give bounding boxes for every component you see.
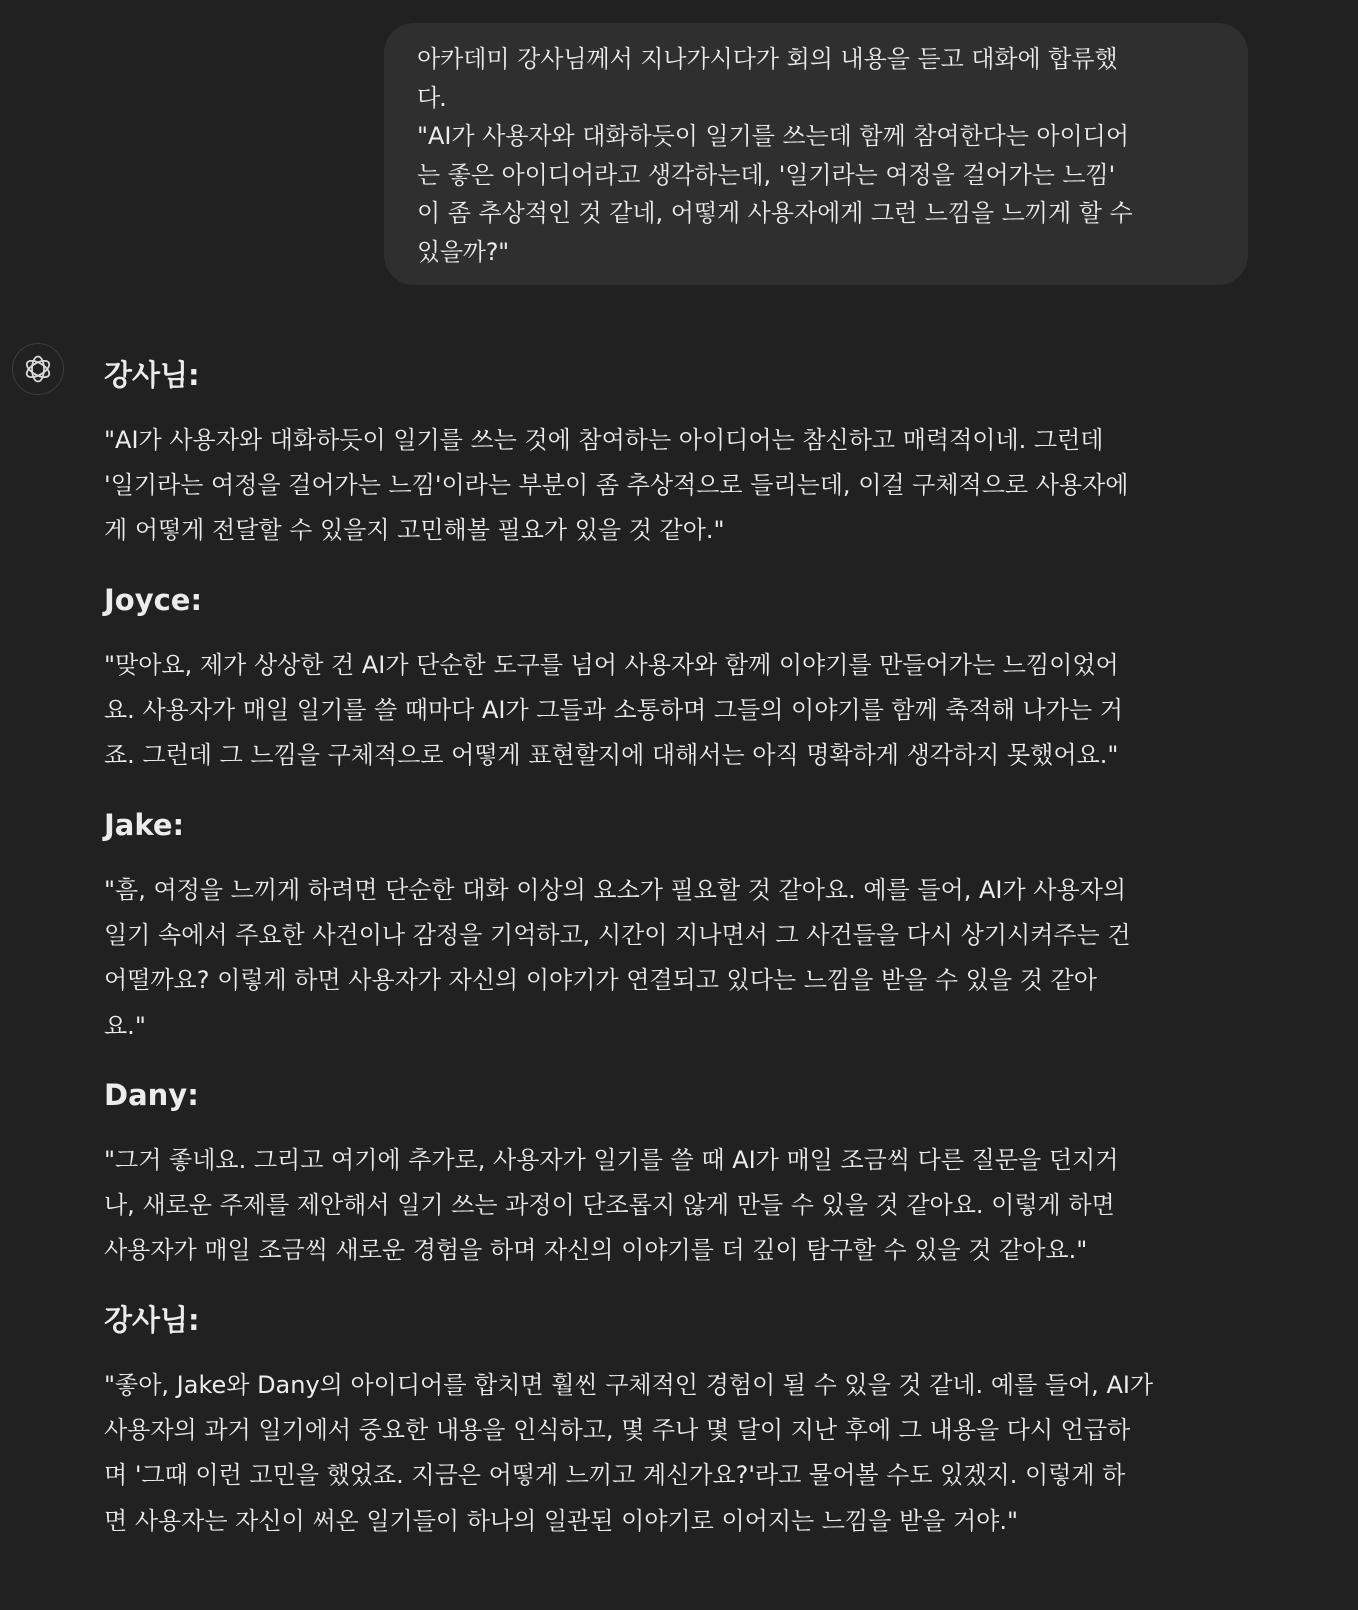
- speaker-name: Joyce:: [104, 583, 203, 617]
- speech-text: [104, 1138, 1118, 1274]
- user-message-line: "AI가 사용자와 대화하듯이 일기를 쓰는데 함께 참여한다는 아이디어: [417, 122, 1129, 151]
- openai-logo-icon: [23, 354, 53, 384]
- speaker-name: 강사님:: [104, 358, 200, 392]
- speech-line: 어떨까요? 이렇게 하면 사용자가 자신의 이야기가 연결되고 있다는 느낌을 받을 수 있을 것 같아: [104, 966, 1097, 995]
- speech-line: "AI가 사용자와 대화하듯이 일기를 쓰는 것에 참여하는 아이디어는 참신하고 매력적이네. 그런데: [104, 426, 1104, 454]
- speech-line: "흠, 여정을 느끼게 하려면 단순한 대화 이상의 요소가 필요할 것 같아요. 예를 들어, AI가 사용자의: [104, 876, 1127, 904]
- speech-line: "맞아요, 제가 상상한 건 AI가 단순한 도구를 넘어 사용자와 함께 이야기를 만들어가는 느낌이었어: [104, 651, 1119, 679]
- user-message-line: 이 좀 추상적인 것 같네, 어떻게 사용자에게 그런 느낌을 느끼게 할 수: [417, 199, 1133, 228]
- speech-line: 사용자의 과거 일기에서 중요한 내용을 인식하고, 몇 주나 몇 달이 지난 후에 그 내용을 다시 언급하: [104, 1416, 1131, 1445]
- speech-line: 나, 새로운 주제를 제안해서 일기 쓰는 과정이 단조롭지 않게 만들 수 있을 것 같아요. 이렇게 하면: [104, 1191, 1115, 1220]
- user-message-line: 있을까?": [417, 237, 509, 266]
- speech-text: [104, 418, 1128, 554]
- user-message-row: [0, 23, 1358, 285]
- speech-line: '일기라는 여정을 걸어가는 느낌'이라는 부분이 좀 추상적으로 들리는데, 이걸 구체적으로 사용자에: [104, 471, 1129, 500]
- speaker-name: 강사님:: [104, 1303, 200, 1337]
- speech-line: 일기 속에서 주요한 사건이나 감정을 기억하고, 시간이 지나면서 그 사건들을 다시 상기시켜주는 건: [104, 921, 1131, 950]
- speech-line: 사용자가 매일 조금씩 새로운 경험을 하며 자신의 이야기를 더 깊이 탐구할 수 있을 것 같아요.": [104, 1236, 1088, 1265]
- speech-line: 게 어떻게 전달할 수 있을지 고민해볼 필요가 있을 것 같아.": [104, 516, 725, 545]
- user-message-line: 아카데미 강사님께서 지나가시다가 회의 내용을 듣고 대화에 합류했: [417, 45, 1118, 73]
- speech-line: "좋아, Jake와 Dany의 아이디어를 합치면 훨씬 구체적인 경험이 될 수 있을 것 같네. 예를 들어, AI가: [104, 1371, 1154, 1399]
- user-message-line: 다.: [417, 83, 446, 112]
- speech-line: "그거 좋네요. 그리고 여기에 추가로, 사용자가 일기를 쓸 때 AI가 매일 조금씩 다른 질문을 던지거: [104, 1146, 1119, 1174]
- speech-line: 요.": [104, 1011, 146, 1040]
- speech-line: 면 사용자는 자신이 써온 일기들이 하나의 일관된 이야기로 이어지는 느낌을 받을 거야.": [104, 1506, 1019, 1535]
- speech-text: [104, 643, 1123, 779]
- speaker-name: Dany:: [104, 1078, 199, 1112]
- assistant-avatar: [12, 343, 64, 395]
- user-message-line: 는 좋은 아이디어라고 생각하는데, '일기라는 여정을 걸어가는 느낌': [417, 160, 1116, 189]
- speech-line: 며 '그때 이런 고민을 했었죠. 지금은 어떻게 느끼고 계신가요?'라고 물어볼 수도 있겠지. 이렇게 하: [104, 1461, 1126, 1490]
- speech-line: 요. 사용자가 매일 일기를 쓸 때마다 AI가 그들과 소통하며 그들의 이야기를 함께 축적해 나가는 거: [104, 696, 1123, 725]
- speech-line: 죠. 그런데 그 느낌을 구체적으로 어떻게 표현할지에 대해서는 아직 명확하게 생각하지 못했어요.": [104, 741, 1119, 770]
- speech-text: [104, 868, 1131, 1049]
- user-message-bubble: [384, 23, 1248, 285]
- speech-text: [104, 1363, 1153, 1544]
- speaker-name: Jake:: [104, 808, 185, 842]
